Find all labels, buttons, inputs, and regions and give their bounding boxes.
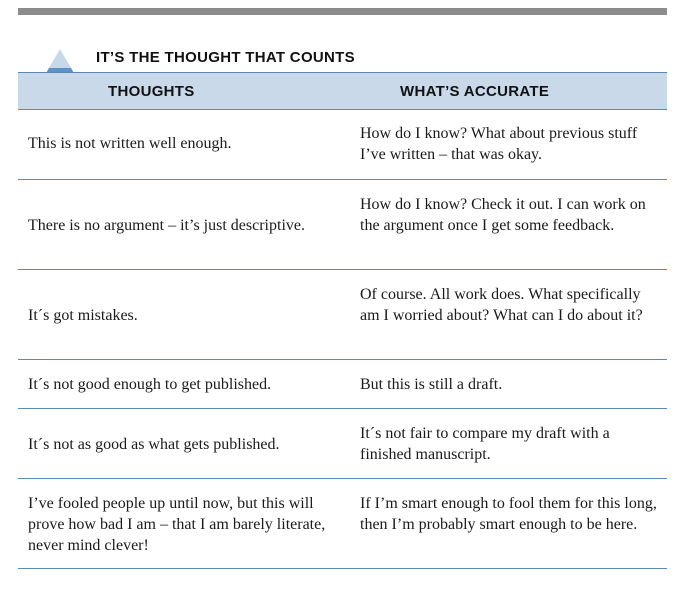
accurate-cell: But this is still a draft. [360, 376, 503, 393]
thought-cell: There is no argument – it’s just descriptive. [28, 217, 305, 234]
thought-cell: I’ve fooled people up until now, but this will prove how bad I am – that I am barely literate, never mind clever! [28, 495, 326, 554]
accurate-cell: It´s not fair to compare my draft with a finished manuscript. [360, 425, 610, 463]
accurate-cell: How do I know? What about previous stuff I’ve written – that was okay. [360, 125, 638, 163]
top-rule-bar [18, 8, 667, 15]
table-row [18, 479, 667, 569]
accurate-cell: Of course. All work does. What specifically am I worried about? What can I do about it? [360, 286, 643, 324]
thought-cell: It´s not good enough to get published. [28, 376, 272, 393]
table-header [18, 72, 667, 110]
table-row [18, 180, 667, 270]
table-row [18, 270, 667, 360]
thought-cell: This is not written well enough. [28, 135, 232, 152]
thought-cell: It´s not as good as what gets published. [28, 436, 280, 453]
table-row [18, 360, 667, 409]
table-title: IT’S THE THOUGHT THAT COUNTS [96, 49, 355, 66]
header-thoughts: THOUGHTS [108, 83, 195, 100]
accurate-cell: If I’m smart enough to fool them for this long, then I’m probably smart enough to be here. [360, 495, 657, 533]
table-row [18, 409, 667, 479]
accurate-cell: How do I know? Check it out. I can work on the argument once I get some feedback. [360, 196, 646, 234]
thought-cell: It´s got mistakes. [28, 307, 138, 324]
table-row [18, 109, 667, 180]
header-whats-accurate: WHAT’S ACCURATE [400, 83, 550, 100]
